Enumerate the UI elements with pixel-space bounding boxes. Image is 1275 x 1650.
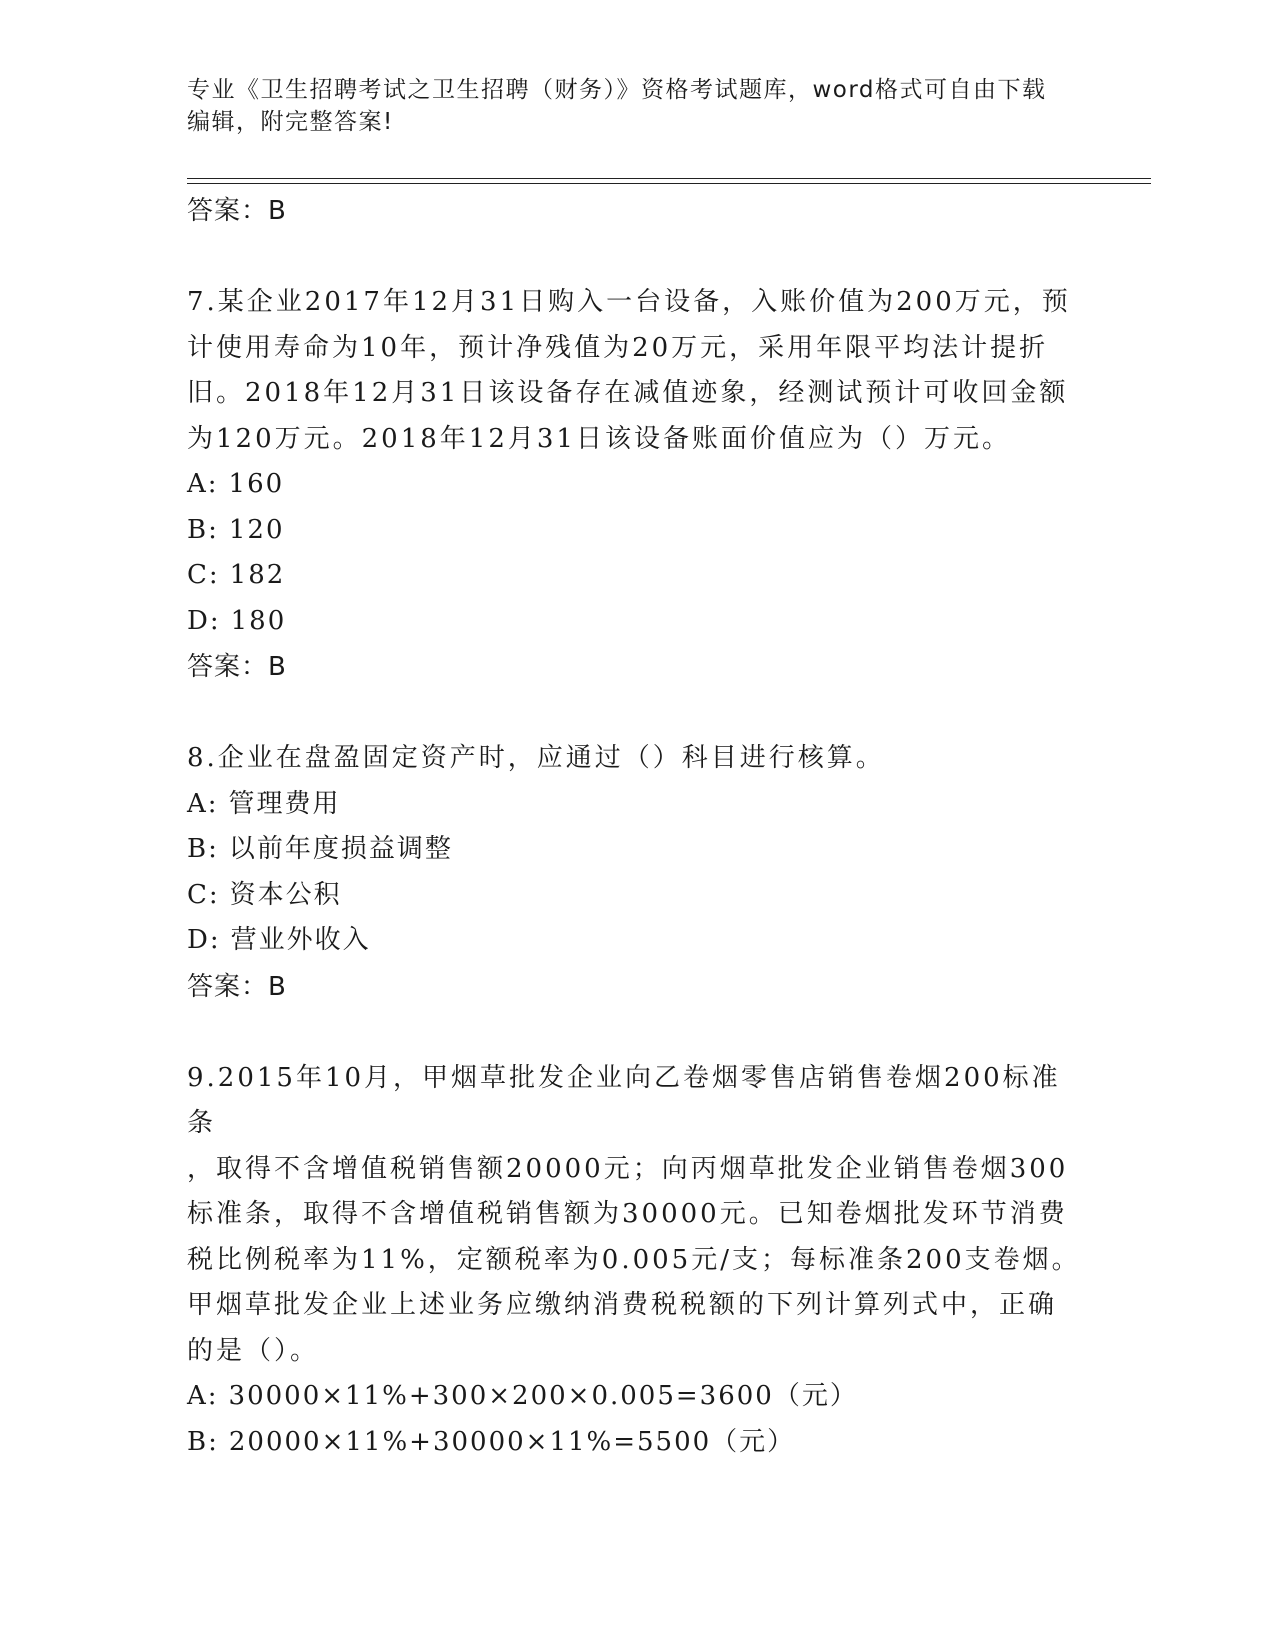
question-line: 9.2015年10月，甲烟草批发企业向乙卷烟零售店销售卷烟200标准条 [187,1062,1061,1138]
option-text: 以前年度损益调整 [228,834,453,864]
option-a [187,462,1087,508]
question-line: 标准条，取得不含增值税销售额为30000元。已知卷烟批发环节消费 [187,1199,1068,1229]
question-line: 的是（）。 [187,1335,320,1366]
question-line: 税比例税率为11%，定额税率为0.005元/支；每标准条200支卷烟。 [187,1244,1081,1275]
option-c [187,553,1087,599]
question-line: 7.某企业2017年12月31日购入一台设备，入账价值为200万元，预 [187,287,1071,317]
option-text: 资本公积 [229,879,342,910]
option-key: A: [187,1381,219,1411]
question-line: 甲烟草批发企业上述业务应缴纳消费税税额的下列计算列式中，正确 [187,1290,1058,1320]
option-key: D: [187,925,221,955]
question-block-9 [187,1056,1087,1466]
document-header [187,74,1067,138]
option-b [187,827,1087,873]
option-b [187,1420,1087,1466]
option-key: D: [187,605,221,636]
question-line: 旧。2018年12月31日该设备存在减值迹象，经测试预计可收回金额 [187,378,1069,408]
option-text: 管理费用 [228,788,341,819]
option-b [187,508,1087,554]
answer-8: 答案：B [187,971,287,1002]
header-rule-bottom [187,183,1151,184]
option-a [187,782,1087,828]
option-text: 20000×11%+30000×11%=5500（元） [228,1426,796,1457]
question-content [187,188,1087,1465]
option-a [187,1374,1087,1420]
answer-7: 答案：B [187,652,287,682]
header-line-2: 编辑，附完整答案! [187,109,394,135]
option-key: B: [187,1426,219,1457]
question-line: 8.企业在盘盈固定资产时，应通过（）科目进行核算。 [187,743,885,773]
option-key: B: [187,514,219,545]
option-key: B: [187,834,219,864]
option-text: 182 [229,560,286,590]
option-c [187,873,1087,919]
question-9-text [187,1056,1087,1375]
option-key: C: [187,560,220,590]
option-key: A: [187,469,219,499]
question-7-text [187,280,1087,462]
previous-answer: 答案：B [187,196,287,226]
option-text: 180 [230,605,287,636]
option-text: 营业外收入 [230,925,371,955]
question-block-8 [187,736,1087,1010]
option-text: 120 [228,514,285,545]
question-block-7 [187,280,1087,690]
option-key: A: [187,788,219,819]
question-8-text [187,736,1087,782]
question-line: 为120万元。2018年12月31日该设备账面价值应为（）万元。 [187,423,1011,454]
option-d [187,599,1087,645]
option-text: 30000×11%+300×200×0.005=3600（元） [228,1381,858,1411]
question-line: 计使用寿命为10年，预计净残值为20万元，采用年限平均法计提折 [187,332,1049,363]
option-key: C: [187,879,220,910]
header-rule-top [187,178,1151,179]
header-line-1: 专业《卫生招聘考试之卫生招聘（财务）》资格考试题库，word格式可自由下载 [187,77,1047,103]
option-text: 160 [228,469,285,499]
question-line: ，取得不含增值税销售额20000元；向丙烟草批发企业销售卷烟300 [187,1153,1069,1184]
option-d [187,918,1087,964]
